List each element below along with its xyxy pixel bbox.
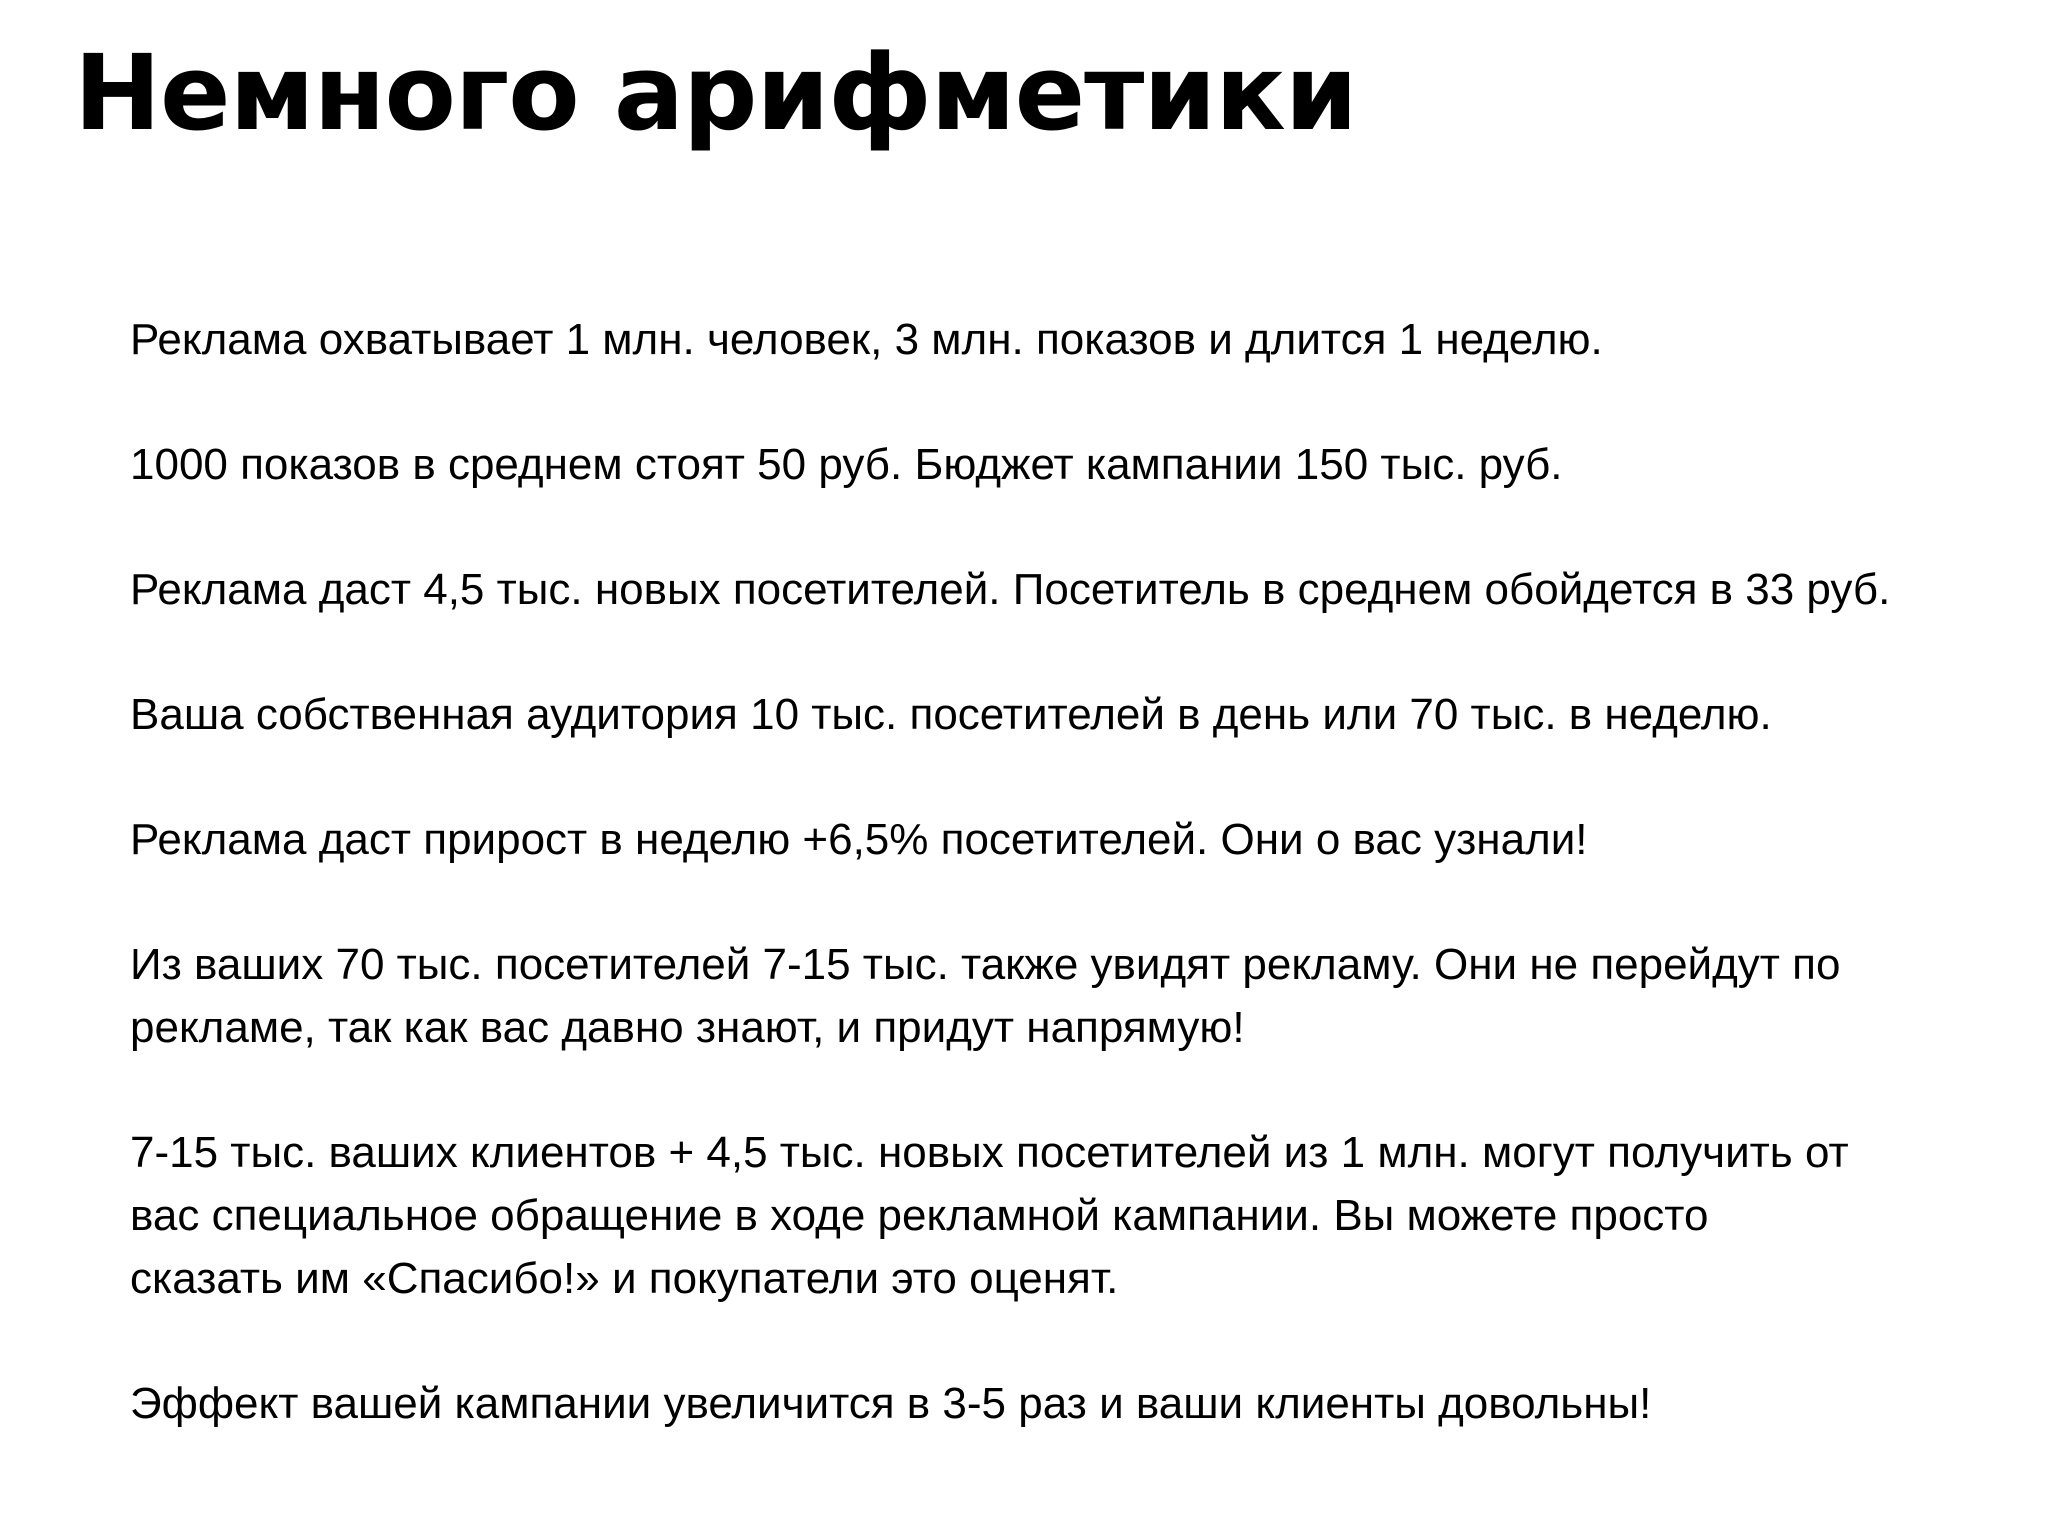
paragraph-line: рекламе, так как вас давно знают, и придут напрямую! — [130, 1003, 1245, 1052]
paragraph-line: Эффект вашей кампании увеличится в 3-5 раз и ваши клиенты довольны! — [130, 1379, 1652, 1428]
paragraph-line: Реклама даст 4,5 тыс. новых посетителей. Посетитель в среднем обойдется в 33 руб. — [130, 565, 1891, 614]
paragraph — [130, 1121, 2010, 1310]
paragraph — [130, 433, 2010, 496]
paragraph — [130, 683, 2010, 746]
paragraph — [130, 1372, 2010, 1435]
paragraph-line: 7-15 тыс. ваших клиентов + 4,5 тыс. новых посетителей из 1 млн. могут получить от — [130, 1128, 1849, 1177]
paragraph-line: вас специальное обращение в ходе рекламной кампании. Вы можете просто — [130, 1191, 1709, 1240]
paragraph-line: сказать им «Спасибо!» и покупатели это оценят. — [130, 1254, 1119, 1303]
slide-title: Немного арифметики — [74, 32, 1357, 154]
paragraph-line: Реклама охватывает 1 млн. человек, 3 млн. показов и длится 1 неделю. — [130, 315, 1603, 364]
paragraph-line: Из ваших 70 тыс. посетителей 7-15 тыс. также увидят рекламу. Они не перейдут по — [130, 940, 1841, 989]
paragraph — [130, 558, 2010, 621]
paragraph-line: Ваша собственная аудитория 10 тыс. посетителей в день или 70 тыс. в неделю. — [130, 690, 1772, 739]
slide-body — [130, 308, 2010, 1497]
paragraph — [130, 808, 2010, 871]
paragraph-line: 1000 показов в среднем стоят 50 руб. Бюджет кампании 150 тыс. руб. — [130, 440, 1563, 489]
paragraph-line: Реклама даст прирост в неделю +6,5% посетителей. Они о вас узнали! — [130, 815, 1588, 864]
paragraph — [130, 308, 2010, 371]
paragraph — [130, 933, 2010, 1059]
